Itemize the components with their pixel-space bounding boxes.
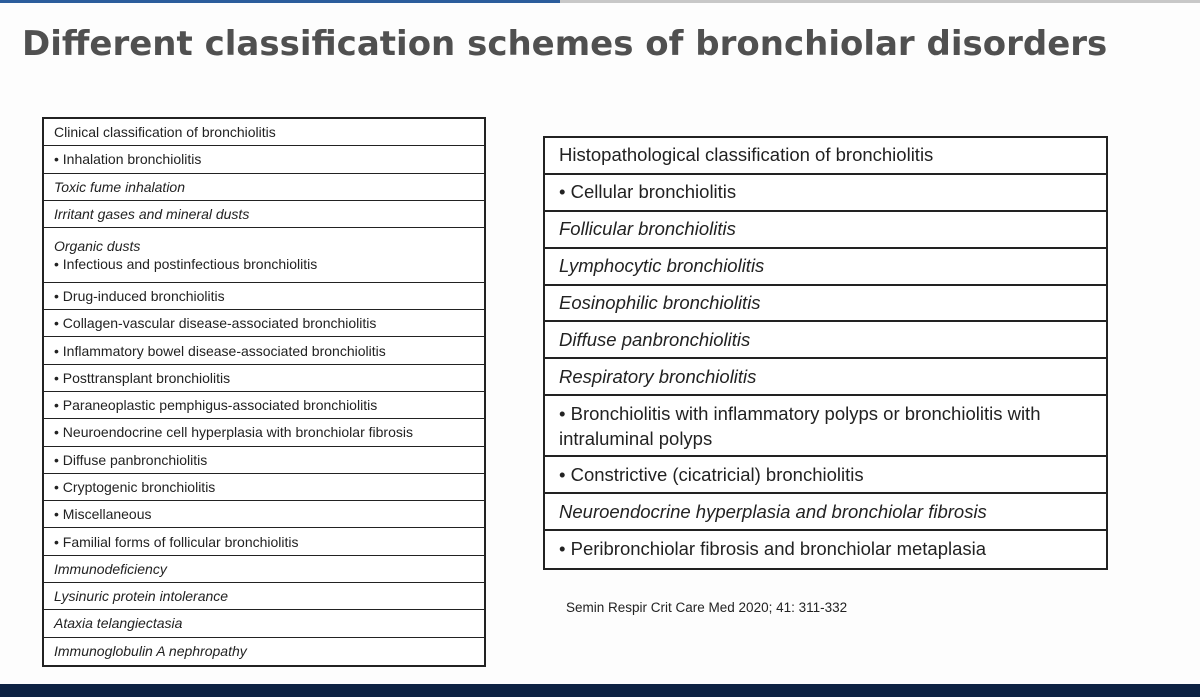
table-row — [44, 146, 484, 173]
row-text: • Miscellaneous — [54, 506, 152, 523]
row-text: Diffuse panbronchiolitis — [559, 328, 751, 350]
table-row — [545, 457, 1106, 494]
row-text: • Familial forms of follicular bronchiolitis — [54, 533, 299, 550]
table-row — [545, 494, 1106, 531]
row-text: Immunodeficiency — [54, 560, 167, 577]
row-text: • Constrictive (cicatricial) bronchiolitis — [559, 463, 864, 485]
row-text: • Bronchiolitis with inflammatory polyps or bronchiolitis with intraluminal polyps — [559, 402, 1041, 449]
row-text: • Collagen-vascular disease-associated bronchiolitis — [54, 315, 377, 332]
top-accent-blue — [0, 0, 560, 3]
table-row — [44, 583, 484, 610]
row-text: • Infectious and postinfectious bronchiolitis — [54, 255, 318, 272]
table-row — [44, 174, 484, 201]
table-row — [44, 610, 484, 637]
table-row — [545, 286, 1106, 323]
row-text: Organic dusts — [54, 237, 141, 254]
bottom-bar — [0, 684, 1200, 697]
row-text: • Drug-induced bronchiolitis — [54, 287, 225, 304]
row-text: • Paraneoplastic pemphigus-associated bronchiolitis — [54, 397, 378, 414]
row-text: Eosinophilic bronchiolitis — [559, 292, 761, 313]
table-row — [545, 175, 1106, 212]
row-text: Immunoglobulin A nephropathy — [54, 643, 247, 660]
row-text: Irritant gases and mineral dusts — [54, 206, 250, 223]
table-row — [44, 474, 484, 501]
table-row — [44, 501, 484, 528]
row-text: • Cellular bronchiolitis — [559, 181, 737, 203]
table-row — [545, 396, 1106, 457]
table-row — [44, 447, 484, 474]
row-text: Lymphocytic bronchiolitis — [559, 255, 765, 277]
table-row — [44, 365, 484, 392]
table-row — [44, 228, 484, 283]
table-row — [44, 310, 484, 337]
row-text: • Inflammatory bowel disease-associated bronchiolitis — [54, 342, 386, 359]
row-text: • Inhalation bronchiolitis — [54, 151, 202, 168]
row-text: Lysinuric protein intolerance — [54, 588, 229, 605]
row-text: • Neuroendocrine cell hyperplasia with bronchiolar fibrosis — [54, 424, 413, 441]
row-text: • Diffuse panbronchiolitis — [54, 451, 208, 468]
row-text: Toxic fume inhalation — [54, 178, 186, 195]
row-text: Respiratory bronchiolitis — [559, 365, 757, 387]
table-row — [44, 419, 484, 446]
row-text: • Cryptogenic bronchiolitis — [54, 479, 216, 495]
table-row — [44, 528, 484, 555]
table-row — [545, 322, 1106, 359]
table-row — [545, 212, 1106, 249]
table-header: Clinical classification of bronchiolitis — [44, 119, 484, 146]
table-row — [545, 531, 1106, 568]
table-row — [44, 556, 484, 583]
row-text: • Peribronchiolar fibrosis and bronchiolar metaplasia — [559, 538, 987, 560]
row-text: Ataxia telangiectasia — [54, 615, 183, 632]
row-text: Follicular bronchiolitis — [559, 218, 736, 240]
row-text: • Posttransplant bronchiolitis — [54, 369, 231, 386]
table-row — [44, 638, 484, 665]
table-row — [44, 337, 484, 364]
table-row — [44, 392, 484, 419]
slide-title: Different classification schemes of bronchiolar disorders — [22, 24, 1108, 64]
table-row — [44, 201, 484, 228]
top-accent-bar — [0, 0, 1200, 3]
clinical-classification-table — [42, 117, 486, 667]
table-row — [545, 359, 1106, 396]
table-row — [545, 249, 1106, 286]
histopathological-classification-table — [543, 136, 1108, 570]
citation: Semin Respir Crit Care Med 2020; 41: 311-332 — [566, 600, 848, 615]
table-row — [44, 283, 484, 310]
table-header: Histopathological classification of bronchiolitis — [545, 138, 1106, 175]
row-text: Neuroendocrine hyperplasia and bronchiolar fibrosis — [559, 500, 987, 522]
